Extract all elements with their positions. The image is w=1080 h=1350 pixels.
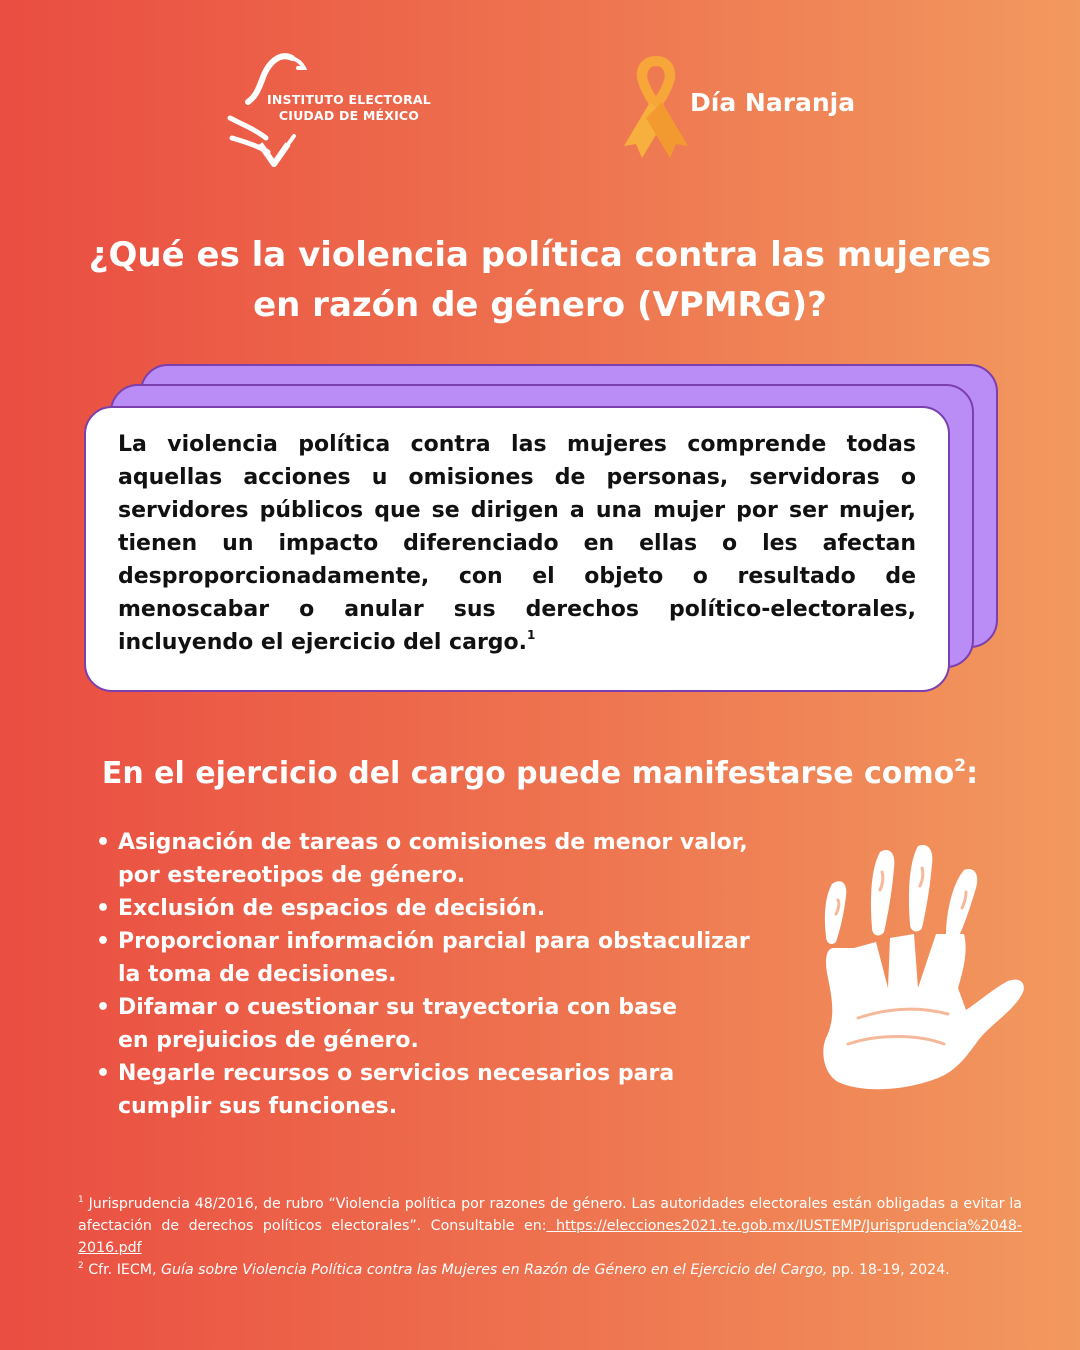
list-item-line-1: Proporcionar información parcial para obstaculizar (118, 929, 750, 954)
list-item-line-2: la toma de decisiones. (118, 962, 397, 987)
footnote-1-text: Jurisprudencia 48/2016, de rubro “Violencia política por razones de género. Las autoridades electorales están obligadas a evitar la afectación de derechos políticos electorales”. Consultable en: (78, 1196, 1023, 1234)
subtitle-suffix: : (966, 756, 979, 791)
list-item-line-2: en prejuicios de género. (118, 1028, 419, 1053)
list-item (96, 826, 776, 892)
title-line-1: ¿Qué es la violencia política contra las mujeres (88, 235, 992, 275)
title-line-2: en razón de género (VPMRG)? (253, 285, 827, 325)
footnote-2-prefix: Cfr. IECM, (88, 1262, 162, 1278)
list-item-line-1: Negarle recursos o servicios necesarios para (118, 1061, 675, 1086)
definition-card (84, 406, 950, 692)
footnotes (78, 1193, 1022, 1281)
bullet-dot-icon: • (96, 1061, 111, 1086)
logo-line-1: INSTITUTO ELECTORAL (267, 92, 431, 107)
footnote-2-title: Guía sobre Violencia Política contra las Mujeres en Razón de Género en el Ejercicio del Cargo, (161, 1262, 828, 1278)
list-item (96, 892, 776, 925)
list-item-line-1: Exclusión de espacios de decisión. (118, 896, 546, 921)
footnote-1-mark: 1 (78, 1195, 84, 1205)
footnote-1 (78, 1193, 1022, 1259)
footnote-2-mark: 2 (78, 1261, 84, 1271)
list-item (96, 925, 776, 991)
dia-naranja-label: Día Naranja (690, 88, 856, 117)
bullet-dot-icon: • (96, 995, 111, 1020)
subtitle-text: En el ejercicio del cargo puede manifestarse como (101, 756, 955, 791)
footnote-2 (78, 1259, 1022, 1281)
definition-footnote-mark: 1 (527, 628, 536, 642)
list-item-line-1: Asignación de tareas o comisiones de menor valor, (118, 830, 748, 855)
logo-line-2: CIUDAD DE MÉXICO (278, 108, 420, 123)
definition-body: La violencia política contra las mujeres comprende todas aquellas acciones u omisiones de personas, servidoras o servidores públicos que se dirigen a una mujer por ser mujer, tienen un impacto diferenciado en ellas o les afectan desproporcionadamente, con el objeto o resultado de menoscabar o anular sus derechos político-electorales, incluyendo el ejercicio del cargo. (118, 432, 916, 655)
subtitle-footnote-mark: 2 (954, 756, 967, 776)
orange-ribbon-icon (620, 52, 692, 162)
logo-text (264, 92, 434, 124)
definition-text (118, 428, 916, 659)
section-subtitle (40, 752, 1040, 796)
bullet-dot-icon: • (96, 896, 111, 921)
list-item (96, 991, 776, 1057)
hand-print-icon (818, 838, 1032, 1092)
bullet-dot-icon: • (96, 929, 111, 954)
list-item (96, 1057, 776, 1123)
iecm-logo (222, 50, 442, 168)
list-item-line-2: cumplir sus funciones. (118, 1094, 398, 1119)
manifestations-list (96, 826, 776, 1123)
footnote-1-link[interactable]: https://elecciones2021.te.gob.mx/IUSTEMP/Jurisprudencia%2048-2016.pdf (78, 1218, 1022, 1256)
footnote-2-suffix: pp. 18-19, 2024. (827, 1262, 950, 1278)
list-item-line-2: por estereotipos de género. (118, 863, 466, 888)
bullet-dot-icon: • (96, 830, 111, 855)
page-title (40, 230, 1040, 330)
list-item-line-1: Difamar o cuestionar su trayectoria con base (118, 995, 678, 1020)
